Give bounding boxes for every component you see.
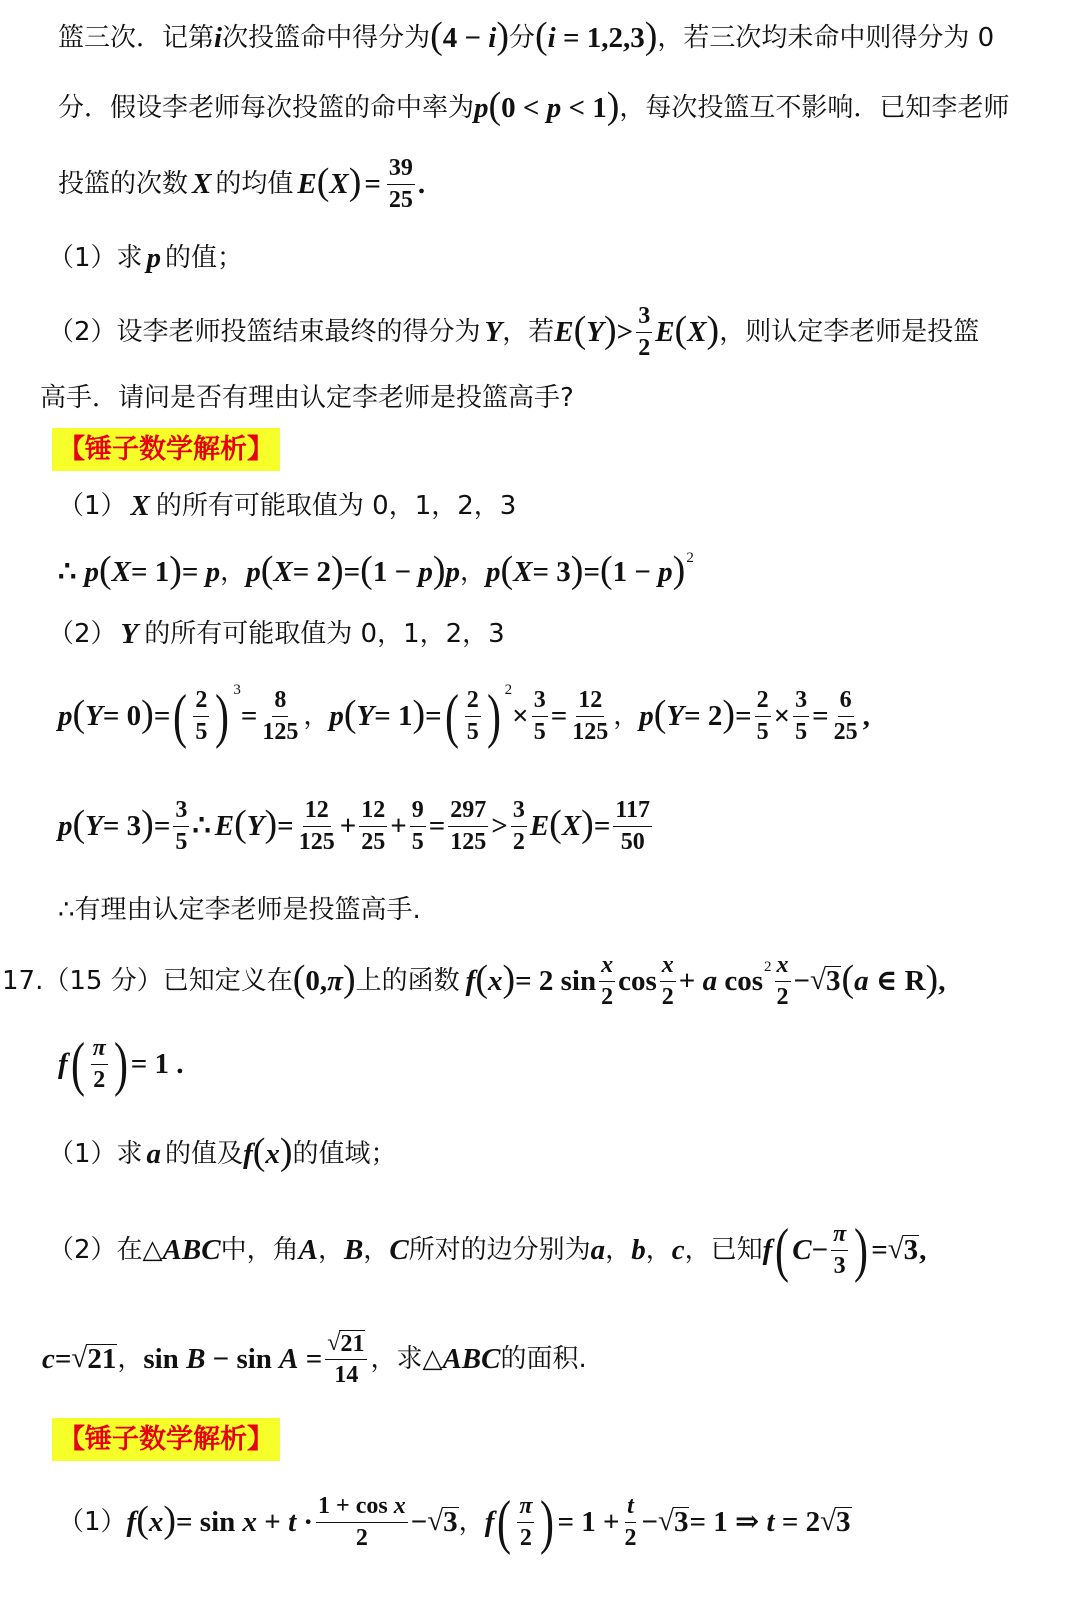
q16-part-2-line-2 bbox=[40, 378, 574, 418]
q16-conclusion bbox=[58, 890, 421, 930]
q16-sol-1-line-2: ∴ p ( X = 1 ) = p ， p ( X = 2 ) = ( 1 − p ) p ， p ( X = 3 ) = ( 1 − p ) 2 bbox=[58, 549, 694, 591]
q16-part-2-line-1: （2）设李老师投篮结束最终的得分为 Y ，若 E ( Y ) > $\frac{3}{2}$ E ( X ) ，则认定李老师是投篮 bbox=[48, 303, 980, 361]
solution-tag: 【锤子数学解析】 bbox=[52, 1418, 280, 1461]
q16-text: 高手．请问是否有理由认定李老师是投篮高手? bbox=[40, 383, 574, 413]
q16-text: 投篮的次数 bbox=[58, 169, 189, 199]
q16-stem-line-1: 篮三次．记第 i 次投篮命中得分为 ( 4 − i ) 分 ( i = 1,2,3 ) ，若三次均未命中则得分为 0 bbox=[58, 15, 995, 57]
math-expr: 4 − i bbox=[442, 21, 497, 54]
q16-text: ∴有理由认定李老师是投篮高手. bbox=[58, 895, 421, 925]
q16-text: ，则认定李老师是投篮 bbox=[719, 317, 980, 347]
q17-text: （1）求 bbox=[48, 1139, 143, 1169]
q17-text: 上的函数 bbox=[355, 966, 460, 996]
q17-stem-line-2: f ( $\frac{\pi}{2}$ ) = 1 . bbox=[58, 1031, 184, 1097]
q16-text: （1） bbox=[58, 491, 127, 521]
q16-text: 的所有可能取值为 0，1，2，3 bbox=[155, 491, 517, 521]
q17-sol-1: （1） f ( x ) = sin x + t · $\frac{\text{1 + cos x}}{2}$ − √ 3 ， f ( $\frac{\pi}{2}$ ) = 1 + $\frac{t}{2}$ − √ 3 = 1 ⇒ t = 2 √ 3 bbox=[58, 1489, 851, 1555]
q16-text: ，每次投篮互不影响．已知李老师 bbox=[619, 93, 1010, 123]
q17-text: ，求△ bbox=[370, 1344, 443, 1374]
q16-sol-2-line-3: p ( Y = 3 ) = $\frac{3}{5}$ ∴ E ( Y ) = $\frac{12}{125}$ + $\frac{12}{25}$ + $\frac{9}{5}$ = $\frac{297}{125}$ > $\frac{3}{2}$ E ( X ) = $\frac{117}{50}$ bbox=[58, 797, 651, 855]
q16-text: 分．假设李老师每次投篮的命中率为 bbox=[58, 93, 475, 123]
q17-text: （15 分）已知定义在 bbox=[43, 966, 293, 996]
q16-part-1: （1）求 p 的值； bbox=[48, 241, 244, 274]
q16-text: 的均值 bbox=[215, 169, 294, 199]
q17-text: 的面积. bbox=[500, 1344, 587, 1374]
q16-text: 次投篮命中得分为 bbox=[222, 23, 431, 53]
q16-sol-1-line-1: （1） X 的所有可能取值为 0，1，2，3 bbox=[58, 489, 517, 522]
q17-text: 中，角 bbox=[220, 1235, 299, 1265]
q17-text: 的值及 bbox=[165, 1139, 244, 1169]
q17-text: 的值域； bbox=[292, 1139, 397, 1169]
q16-text: （2） bbox=[48, 619, 117, 649]
q17-part-1: （1）求 a 的值及 f ( x ) 的值域； bbox=[48, 1131, 397, 1173]
fraction: $\frac{39}{25}$ bbox=[388, 155, 413, 213]
q17-text: ，已知 bbox=[684, 1235, 763, 1265]
solution-tag: 【锤子数学解析】 bbox=[52, 428, 280, 471]
q16-text: （1）求 bbox=[48, 243, 143, 273]
q16-sol-2-line-1: （2） Y 的所有可能取值为 0，1，2，3 bbox=[48, 617, 505, 650]
q17-part-2-line-1: （2）在△ ABC 中，角 A ， B ， C 所对的边分别为 a ， b ， c ，已知 f ( C − $\frac{\pi}{3}$ ) = √ 3 , bbox=[48, 1217, 927, 1283]
math-expr: i = 1,2,3 bbox=[547, 21, 645, 54]
q16-stem-line-2: 分．假设李老师每次投篮的命中率为 p ( 0 < p < 1 ) ，每次投篮互不影响．已知李老师 bbox=[58, 85, 1010, 127]
q17-text: ， bbox=[117, 1344, 144, 1374]
q17-text: （1） bbox=[58, 1507, 127, 1537]
q16-text: （2）设李老师投篮结束最终的得分为 bbox=[48, 317, 481, 347]
q16-sol-2-line-2: p ( Y = 0 ) = ( $\frac{2}{5}$ ) 3 = $\frac{8}{125}$ ， p ( Y = 1 ) = ( $\frac{2}{5}$ ) 2 × $\frac{3}{5}$ = $\frac{12}{125}$ ， p ( Y = 2 ) = $\frac{2}{5}$ × $\frac{3}{5}$ = $\frac{6}{25}$ , bbox=[58, 681, 870, 749]
q17-stem-line-1: 17. （15 分）已知定义在 ( 0,π ) 上的函数 f ( x ) = 2 sin $\frac{x}{2}$ cos $\frac{x}{2}$ + a cos 2 $\frac{x}{2}$ − √ 3 ( a ∈ R ) , bbox=[2, 952, 946, 1010]
q16-text: 的值； bbox=[165, 243, 244, 273]
q16-text: 的所有可能取值为 0，1，2，3 bbox=[144, 619, 505, 649]
math-var: i bbox=[214, 21, 223, 54]
question-number: 17. bbox=[2, 966, 44, 996]
q17-text: （2）在△ bbox=[48, 1235, 163, 1265]
q17-part-2-line-2: c = √ 21 ， sin B − sin A = √ 21 14 ，求△ ABC 的面积. bbox=[42, 1329, 587, 1388]
q16-text: 篮三次．记第 bbox=[58, 23, 215, 53]
q16-text: 分 bbox=[509, 23, 536, 53]
math-expr: 0 < p < 1 bbox=[501, 91, 607, 124]
q16-stem-line-3: 投篮的次数 X 的均值 E ( X ) = $\frac{39}{25}$ . bbox=[58, 155, 426, 213]
q16-text: ，若三次均未命中则得分为 0 bbox=[657, 23, 995, 53]
q17-text: 所对的边分别为 bbox=[408, 1235, 591, 1265]
q16-text: ，若 bbox=[502, 317, 555, 347]
